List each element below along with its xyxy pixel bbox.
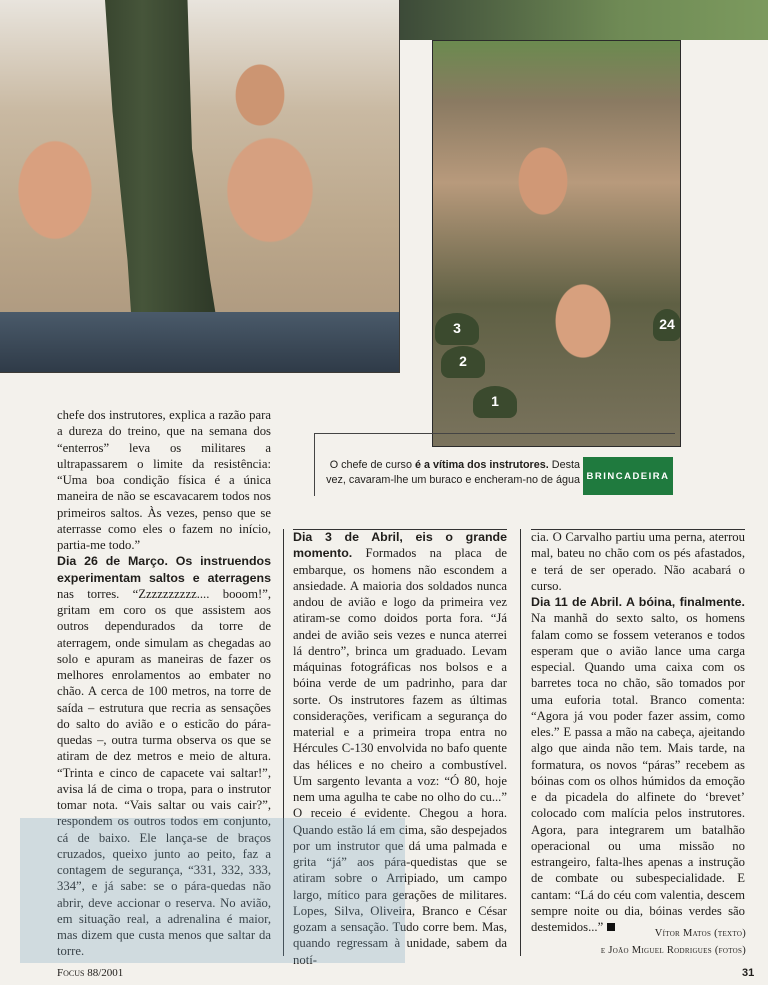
- helmet-1: 1: [473, 386, 517, 418]
- magazine-issue: Focus 88/2001: [57, 967, 124, 979]
- article-column-2: [293, 529, 507, 968]
- caption-lead: O chefe de curso: [329, 459, 412, 471]
- paragraph-lead: Dia 11 de Abril. A bóina, finalmente.: [531, 595, 745, 609]
- article-column-3: [531, 529, 745, 935]
- paragraph-text: nas torres. “Zzzzzzzzzz.... booom!”, gritam em coro os que assistem aos outros dependurados da torre de aterragem, onde simulam as chegadas ao solo e apuram as maneiras de fazer os melhores enrolamentos ao embater no chão. A cerca de 100 metros, na torre de saída – estrutura que recria as sensações do salto do avião e o esticão do pára-quedas –, outra turma observa os que se atiram de dez metros e meio de altura. “Trinta e cinco de capacete vai saltar!”, avisa lá de cima o tropa, para o instrutor tomar nota. “Vais saltar ou vais cair?”, respondem os outros todos em conjunto, cá de baixo. Ele lança-se de braços cruzados, queixo junto ao peito, faz a contagem de segurança, “331, 332, 333, 334”, e já sabe: se o pára-quedas não abrir, deve accionar o reserva. No avião, em situação real, a adrenalina é maior, mas dizem que custa menos que saltar da torre.: [57, 586, 271, 959]
- photo-soldiers-running: [432, 40, 681, 447]
- helmet-2: 2: [441, 346, 485, 378]
- helmet-3: 3: [435, 313, 479, 345]
- article-paragraph: [531, 594, 745, 935]
- paragraph-text: cia. O Carvalho partiu uma perna, aterrou mal, bateu no chão com os pés afastados, e terá de ser operado. Não acabará o curso.: [531, 530, 745, 593]
- column-divider-2: [520, 529, 521, 956]
- top-photo-strip: [399, 0, 768, 40]
- photo-training-shout: [0, 0, 400, 373]
- article-paragraph: [57, 553, 271, 959]
- paragraph-lead: Dia 3 de Abril, eis o grande momento.: [293, 530, 507, 561]
- credit-photos: e João Miguel Rodrigues (fotos): [600, 945, 746, 956]
- column-divider-1: [283, 529, 284, 956]
- section-tag: BRINCADEIRA: [583, 457, 673, 495]
- paragraph-lead: Dia 26 de Março. Os instruendos experimentam saltos e aterragens: [57, 554, 271, 585]
- paragraph-text: Formados na placa de embarque, os homens não escondem a ansiedade. A maioria dos soldados nunca andou de avião e logo da primeira vez atiram-se como doidos porta fora. “Já andei de avião seis vezes e nunca aterrei lá dentro”, brinca um graduado. Levam máquinas fotográficas nos bolsos e a bóina verde de um padrinho, para dar sorte. Os instrutores fazem as últimas considerações, verificam a segurança do material e a primeira tropa entra no Hércules C-130 envolvida no bafo quente das hélices e no cheiro a combustível. Um sargento levanta a voz: “Ó 80, hoje nem uma agulha te cabe no olho do cu...” O receio é evidente. Chegou a hora. Quando estão lá em cima, são despejados por um instrutor que dá uma palmada e grita “já” aos pára-quedistas que se atiram sobre o Arripiado, um campo largo, mítico para gerações de militares. Lopes, Silva, Oliveira, Branco e César gozam a sensação. Tudo corre bem. Mas, quando regressam à unidade, sabem da notí-: [293, 546, 507, 967]
- platform: [0, 312, 399, 372]
- paragraph-text: chefe dos instrutores, explica a razão para a dureza do treino, que na semana dos “enterros” leva os militares a ultrapassarem o limite da resistência: “Uma boa condição física é a única maneira de não se escavacarem todos nos primeiros saltos. Às vezes, penso que se aterrasse como eles o fazem no início, partia-me todo.”: [57, 408, 271, 552]
- page-number: 31: [742, 967, 755, 979]
- article-paragraph: [293, 529, 507, 968]
- caption-bold: é a vítima dos instrutores.: [414, 459, 549, 471]
- helmet-24: 24: [653, 309, 681, 341]
- credits: [520, 925, 746, 959]
- caption-rest: Desta vez, cavaram-lhe um buraco e encheram-no de água: [326, 459, 580, 486]
- credit-text: Vítor Matos (texto): [654, 928, 746, 939]
- paragraph-text: Na manhã do sexto salto, os homens falam como se fossem veteranos e todos esperam que o avião lance uma carga especial. Quando uma caixa com os barretes toca no chão, são tomados por uma euforia total. Branco comenta: “Agora já vou poder fazer assim, como eles.” E passa a mão na cabeça, ajeitando algo que ainda não tem. Mais tarde, na formatura, os novos “páras” recebem as bóinas com os olhos húmidos da emoção e da picadela do alfinete do ‘brevet’ colocado com malícia pelos instrutores. Agora, para integrarem um batalhão operacional ou uma missão no estrangeiro, falta-lhes apenas a instrução de combate ou subespecialidade. E cantam: “Lá do céu com valentia, descem sempre noite ou dia, bóinas verdes são destemidos...”: [531, 611, 745, 934]
- article-paragraph: [531, 529, 745, 594]
- photo-caption: [322, 458, 580, 488]
- article-column-1: [57, 407, 271, 960]
- article-paragraph: [57, 407, 271, 553]
